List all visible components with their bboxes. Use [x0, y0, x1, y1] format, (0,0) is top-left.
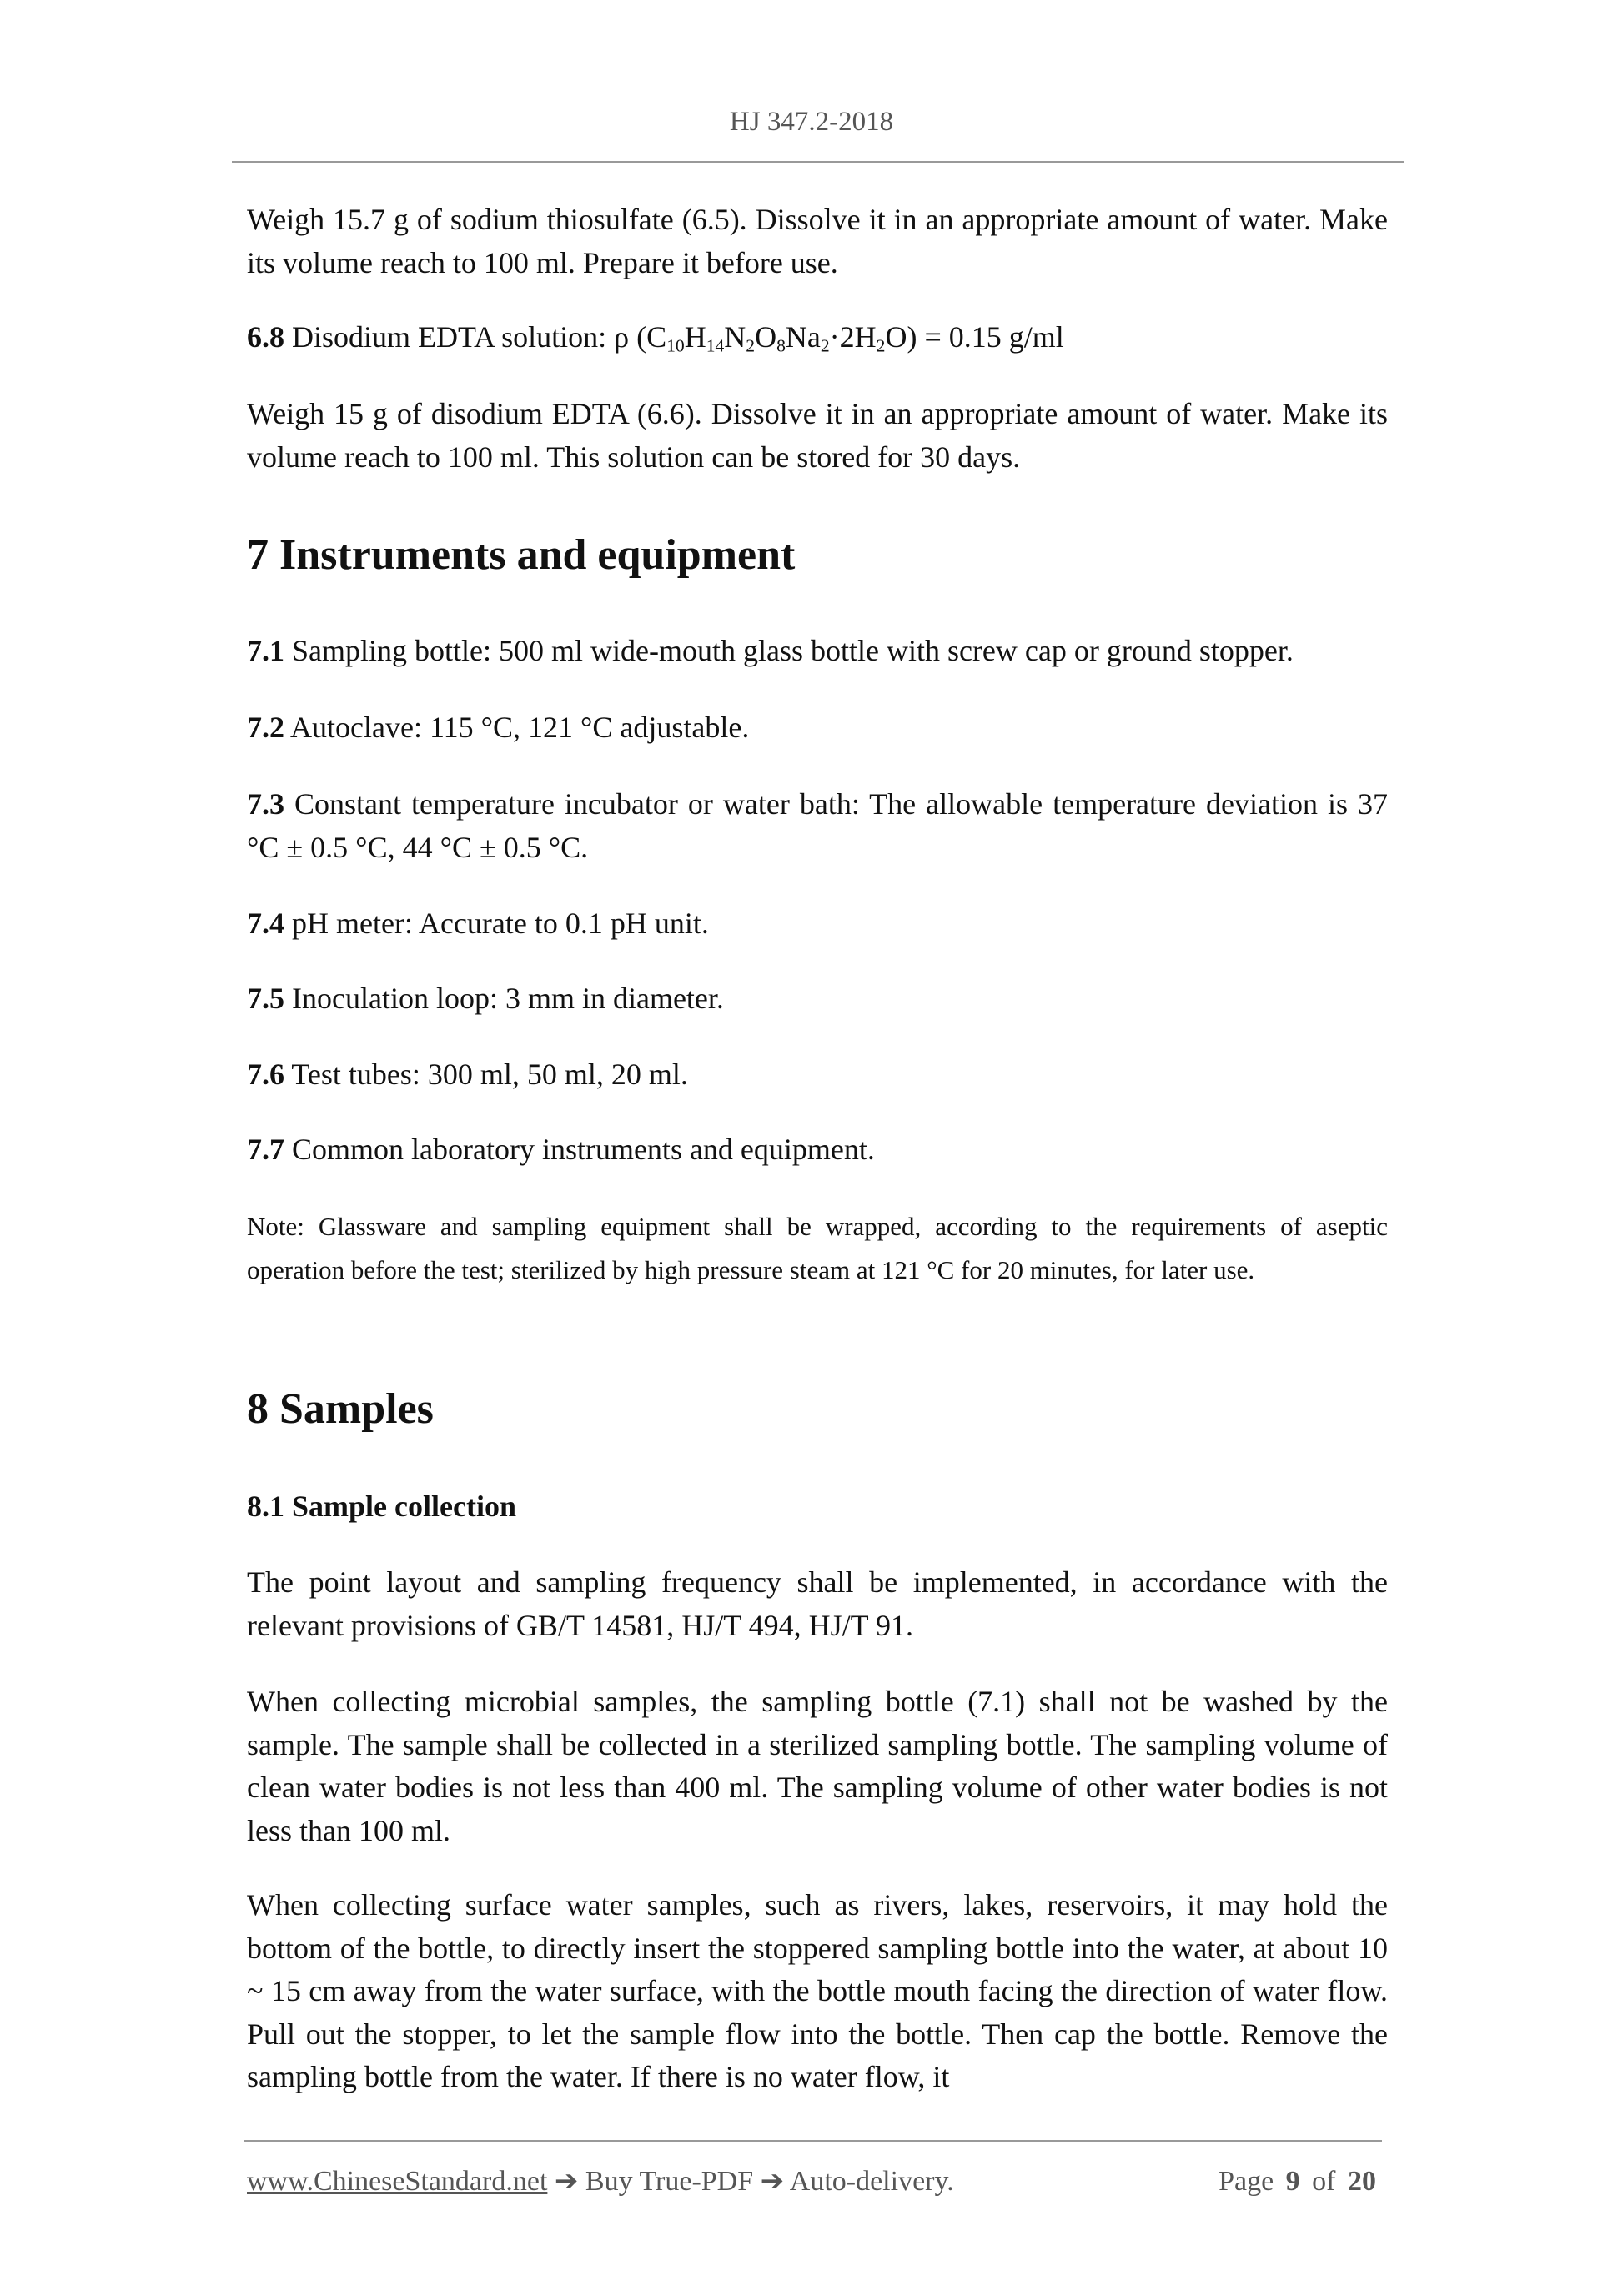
- clause-6-8: [247, 316, 1388, 359]
- clause-number: 6.8: [247, 320, 284, 354]
- delivery-text: Auto-delivery.: [789, 2166, 954, 2197]
- page-label: Page: [1219, 2166, 1274, 2197]
- clause-number: 7.6: [247, 1058, 284, 1091]
- formula-part: 8: [776, 335, 786, 356]
- formula-part: 2: [820, 335, 830, 356]
- clause-number: 7.4: [247, 907, 284, 940]
- clause-number: 7.1: [247, 634, 284, 667]
- note: Note: Glassware and sampling equipment shall be wrapped, according to the requirements of aseptic operation before the test; sterilized by high pressure steam at 121 °C for 20 minutes, for later use.: [247, 1212, 1388, 1284]
- clause-text: Common laboratory instruments and equipment.: [292, 1133, 875, 1166]
- clause-number: 7.5: [247, 982, 284, 1015]
- formula-part: 2: [876, 335, 886, 356]
- clause-7-4: [247, 902, 1388, 946]
- running-header: HJ 347.2-2018: [729, 107, 894, 137]
- formula-part: Disodium EDTA solution: ρ (C: [292, 320, 667, 354]
- current-page: 9: [1285, 2166, 1300, 2197]
- clause-number: 7.2: [247, 711, 284, 744]
- buy-text: Buy True-PDF: [585, 2166, 754, 2197]
- clause-text: Inoculation loop: 3 mm in diameter.: [292, 982, 724, 1015]
- clause-7-5: [247, 977, 1388, 1021]
- footer-divider: [244, 2140, 1382, 2142]
- arrow-right-icon: ➔: [760, 2166, 785, 2197]
- formula-part: ·2H: [829, 320, 877, 354]
- website-link[interactable]: www.ChineseStandard.net: [247, 2166, 548, 2197]
- paragraph: When collecting microbial samples, the sampling bottle (7.1) shall not be washed by the sample. The sample shall be collected in a sterilized sampling bottle. The sampling volume of clean water bodies is not less than 400 ml. The sampling volume of other water bodies is not less than 100 ml.: [247, 1685, 1388, 1847]
- arrow-right-icon: ➔: [554, 2166, 579, 2197]
- of-label: of: [1312, 2166, 1336, 2197]
- formula-part: 14: [706, 335, 725, 356]
- clause-text: Constant temperature incubator or water bath: The allowable temperature deviation is 37 °C ± 0.5 °C, 44 °C ± 0.5 °C.: [247, 787, 1388, 864]
- section-heading-7: 7 Instruments and equipment: [247, 531, 796, 579]
- clause-7-2: [247, 706, 1388, 750]
- clause-7-7: [247, 1128, 1388, 1172]
- clause-text: Sampling bottle: 500 ml wide-mouth glass bottle with screw cap or ground stopper.: [292, 634, 1294, 667]
- header-divider: [232, 161, 1404, 163]
- clause-text: pH meter: Accurate to 0.1 pH unit.: [292, 907, 709, 940]
- formula-part: O) = 0.15 g/ml: [885, 320, 1064, 354]
- clause-7-3: [247, 783, 1388, 869]
- paragraph: When collecting surface water samples, such as rivers, lakes, reservoirs, it may hold the bottom of the bottle, to directly insert the stoppered sampling bottle into the water, at about 10 ~ 15 cm away from the water surface, with the bottle mouth facing the direction of water flow. Pull out the stopper, to let the sample flow into the bottle. Then cap the bottle. Remove the sampling bottle from the water. If there is no water flow, it: [247, 1888, 1388, 2093]
- formula-part: H: [684, 320, 706, 354]
- formula-part: Na: [785, 320, 821, 354]
- total-pages: 20: [1348, 2166, 1376, 2197]
- formula-part: 10: [666, 335, 685, 356]
- formula-part: O: [755, 320, 777, 354]
- clause-number: 7.7: [247, 1133, 284, 1166]
- subsection-heading-8-1: 8.1 Sample collection: [247, 1490, 516, 1523]
- section-heading-8: 8 Samples: [247, 1385, 434, 1433]
- clause-7-6: [247, 1053, 1388, 1097]
- paragraph: Weigh 15 g of disodium EDTA (6.6). Dissolve it in an appropriate amount of water. Make its volume reach to 100 ml. This solution can be stored for 30 days.: [247, 397, 1388, 474]
- paragraph: Weigh 15.7 g of sodium thiosulfate (6.5). Dissolve it in an appropriate amount of water. Make its volume reach to 100 ml. Prepare it before use.: [247, 203, 1388, 279]
- formula-part: 2: [746, 335, 756, 356]
- clause-text: Test tubes: 300 ml, 50 ml, 20 ml.: [291, 1058, 688, 1091]
- paragraph: The point layout and sampling frequency shall be implemented, in accordance with the relevant provisions of GB/T 14581, HJ/T 494, HJ/T 91.: [247, 1565, 1388, 1642]
- page-number: [1201, 2163, 1376, 2200]
- clause-text: Autoclave: 115 °C, 121 °C adjustable.: [290, 711, 750, 744]
- footer-left: [247, 2163, 954, 2200]
- clause-7-1: [247, 630, 1388, 673]
- formula-part: N: [724, 320, 746, 354]
- clause-number: 7.3: [247, 787, 284, 821]
